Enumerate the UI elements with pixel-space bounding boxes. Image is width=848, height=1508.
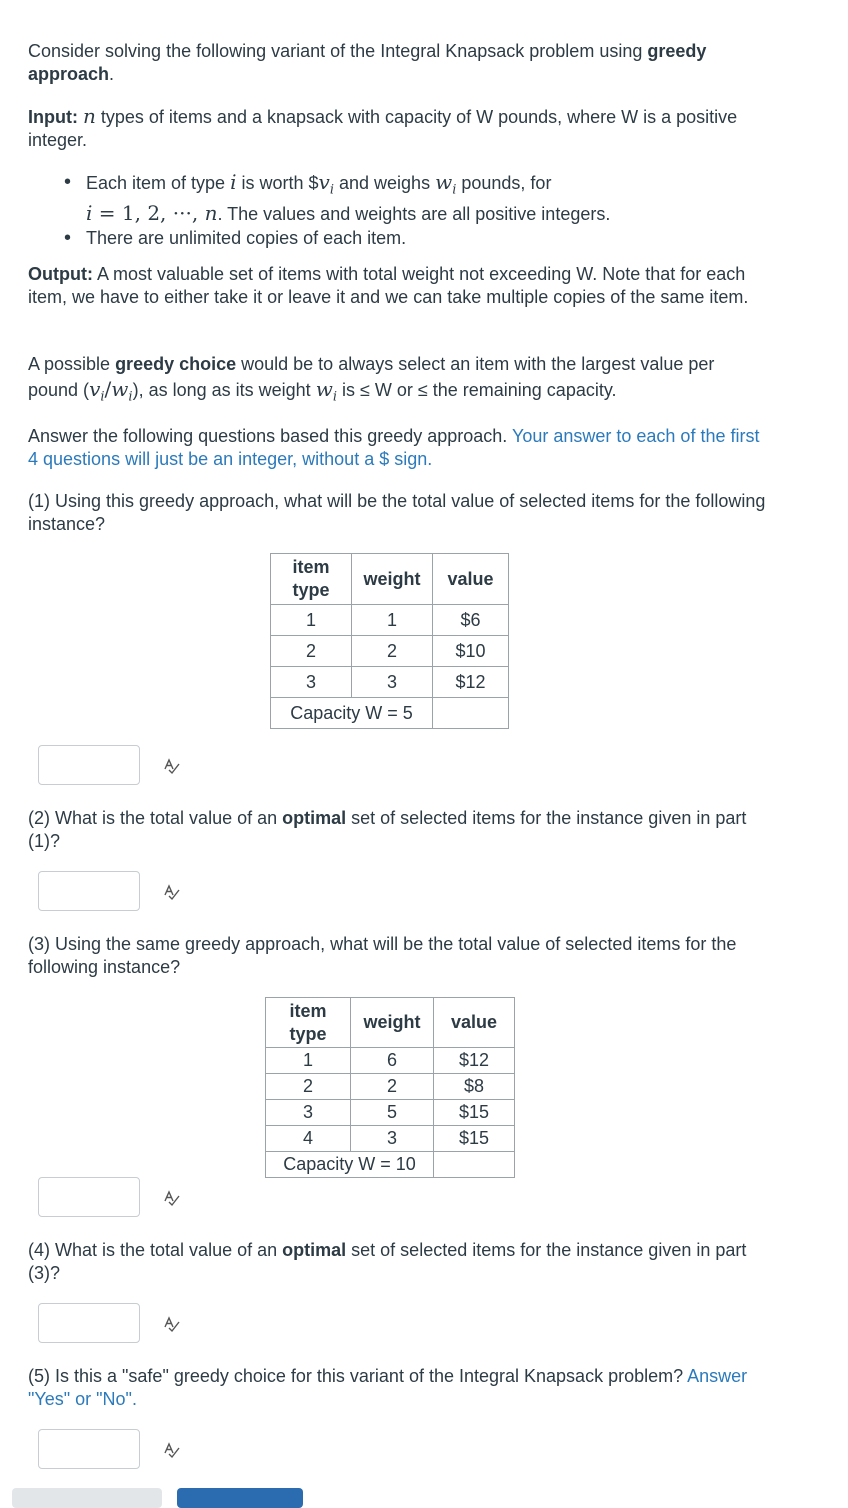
answer-2-input[interactable]	[38, 871, 140, 911]
primary-button[interactable]	[177, 1488, 303, 1508]
cell: 1	[352, 605, 433, 636]
header-item-type: item type	[266, 998, 351, 1048]
cell	[434, 1152, 515, 1178]
input-description: Input: n types of items and a knapsack with capacity of W pounds, where W is a positive integer.	[28, 104, 738, 150]
cell: $15	[434, 1126, 515, 1152]
spellcheck-icon[interactable]	[163, 883, 181, 901]
spellcheck-icon[interactable]	[163, 1315, 181, 1333]
cell: 2	[271, 636, 352, 667]
table-row	[271, 605, 509, 636]
output-description: Output: A most valuable set of items with total weight not exceeding W. Note that for each item, we have to either take it or leave it and we can take multiple copies of the same item.	[28, 264, 749, 307]
answer-2-field[interactable]	[39, 872, 139, 910]
cell: $8	[434, 1074, 515, 1100]
cell: $10	[433, 636, 509, 667]
cell	[433, 698, 509, 729]
intro-text: Consider solving the following variant of the Integral Knapsack problem using greedy approach.	[28, 41, 707, 84]
cell: 5	[351, 1100, 434, 1126]
question-4: (4) What is the total value of an optimal set of selected items for the instance given in part (3)?	[28, 1240, 747, 1283]
table-row	[271, 667, 509, 698]
capacity-cell: Capacity W = 5	[271, 698, 433, 729]
answer-5-input[interactable]	[38, 1429, 140, 1469]
answer-3-field[interactable]	[39, 1178, 139, 1216]
instance-table-1	[270, 553, 509, 729]
instance-table-2	[265, 997, 515, 1178]
question-2: (2) What is the total value of an optimal set of selected items for the instance given in part (1)?	[28, 808, 747, 851]
cell: 3	[271, 667, 352, 698]
header-value: value	[433, 554, 509, 605]
cell: 6	[351, 1048, 434, 1074]
table-row	[271, 636, 509, 667]
instructions: Answer the following questions based this greedy approach. Your answer to each of the first 4 questions will just be an integer, without a $ sign.	[28, 426, 760, 469]
question-5: (5) Is this a "safe" greedy choice for this variant of the Integral Knapsack problem? Answer "Yes" or "No".	[28, 1366, 748, 1409]
answer-1-field[interactable]	[39, 746, 139, 784]
table-row	[266, 1152, 515, 1178]
cell: 3	[266, 1100, 351, 1126]
capacity-cell: Capacity W = 10	[266, 1152, 434, 1178]
item-bullets	[28, 171, 768, 250]
cell: 3	[351, 1126, 434, 1152]
spellcheck-icon[interactable]	[163, 1189, 181, 1207]
bullet-item-worth: • Each item of type i is worth $\$v_i$ and weighs $w_i$ pounds, for i = 1, 2, ···, n. The values and weights are all positive integers.	[28, 171, 768, 226]
cell: 2	[352, 636, 433, 667]
bullet-unlimited: • There are unlimited copies of each item.	[28, 227, 768, 250]
spellcheck-icon[interactable]	[163, 757, 181, 775]
cell: 1	[271, 605, 352, 636]
cell: $6	[433, 605, 509, 636]
answer-4-field[interactable]	[39, 1304, 139, 1342]
cell: 1	[266, 1048, 351, 1074]
cell: 3	[352, 667, 433, 698]
question-3: (3) Using the same greedy approach, what will be the total value of selected items for the following instance?	[28, 934, 737, 977]
header-weight: weight	[352, 554, 433, 605]
header-value: value	[434, 998, 515, 1048]
answer-5-field[interactable]	[39, 1430, 139, 1468]
table-row	[266, 1126, 515, 1152]
greedy-choice-description: A possible greedy choice would be to always select an item with the largest value per pound $(v_i/w_i)$, as long as its weight $w_i$ is ≤ W or ≤ the remaining capacity.	[28, 354, 715, 405]
cell: $12	[434, 1048, 515, 1074]
answer-3-input[interactable]	[38, 1177, 140, 1217]
header-weight: weight	[351, 998, 434, 1048]
cell: 4	[266, 1126, 351, 1152]
cell: $12	[433, 667, 509, 698]
cell: 2	[351, 1074, 434, 1100]
cell: $15	[434, 1100, 515, 1126]
table-row	[271, 698, 509, 729]
answer-1-input[interactable]	[38, 745, 140, 785]
spellcheck-icon[interactable]	[163, 1441, 181, 1459]
secondary-button[interactable]	[12, 1488, 162, 1508]
header-item-type: item type	[271, 554, 352, 605]
answer-4-input[interactable]	[38, 1303, 140, 1343]
cell: 2	[266, 1074, 351, 1100]
table-row	[266, 1048, 515, 1074]
table-row	[266, 1074, 515, 1100]
question-1: (1) Using this greedy approach, what will be the total value of selected items for the following instance?	[28, 491, 766, 534]
table-row	[266, 1100, 515, 1126]
